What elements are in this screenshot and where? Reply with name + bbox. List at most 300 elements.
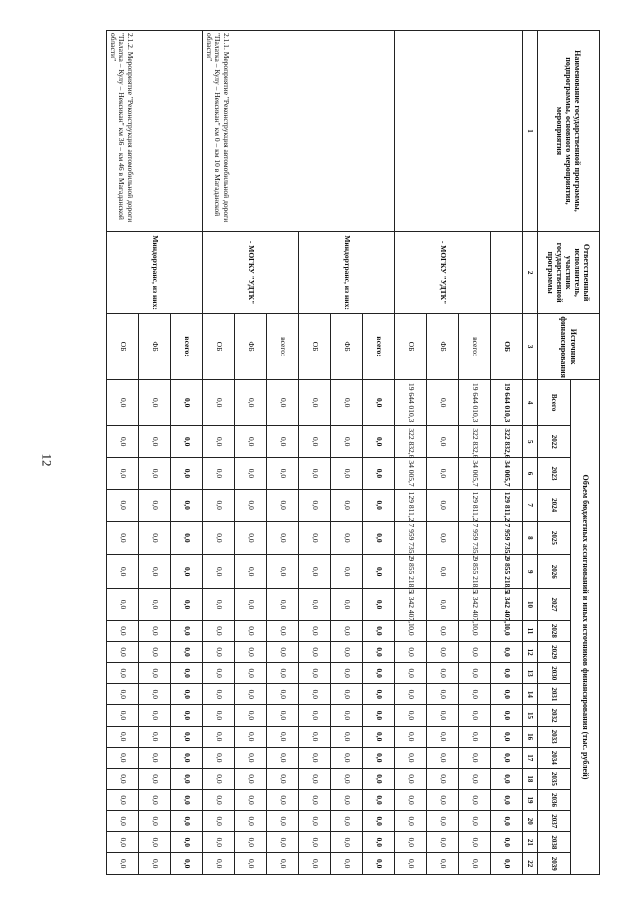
row-value: 0,0	[267, 521, 299, 555]
header-year: 2039	[538, 853, 571, 875]
row-source: ОБ	[395, 314, 427, 380]
column-number: 19	[523, 789, 538, 810]
row-value: 0,0	[203, 521, 235, 555]
row-value: 0,0	[363, 663, 395, 684]
row-value: 322 832,6	[491, 426, 523, 458]
row-value: 0,0	[459, 768, 491, 789]
row-value: 0,0	[107, 521, 139, 555]
row-value: 0,0	[203, 726, 235, 747]
row-value: 0,0	[491, 705, 523, 726]
header-year: 2035	[538, 768, 571, 789]
row-value: 0,0	[267, 589, 299, 621]
header-year: 2022	[538, 426, 571, 458]
column-number: 1	[523, 31, 538, 232]
row-value: 0,0	[203, 789, 235, 810]
row-value: 0,0	[139, 684, 171, 705]
row-value: 0,0	[491, 811, 523, 832]
header-row	[571, 31, 600, 875]
row-value: 0,0	[139, 620, 171, 641]
row-value: 34 005,7	[395, 458, 427, 490]
row-value: 0,0	[331, 521, 363, 555]
row-value: 0,0	[491, 663, 523, 684]
header-total: Всего	[538, 379, 571, 426]
column-number: 4	[523, 379, 538, 426]
row-value: 129 811,2	[395, 489, 427, 521]
header-year: 2032	[538, 705, 571, 726]
row-value: 1 342 407,1	[459, 589, 491, 621]
row-source: всего:	[171, 314, 203, 380]
row-value: 0,0	[363, 789, 395, 810]
header-year: 2034	[538, 747, 571, 768]
row-value: 0,0	[267, 684, 299, 705]
row-value: 0,0	[171, 684, 203, 705]
row-value: 0,0	[203, 642, 235, 663]
column-number: 3	[523, 314, 538, 380]
column-number: 14	[523, 684, 538, 705]
row-value: 0,0	[427, 642, 459, 663]
row-value: 0,0	[299, 832, 331, 853]
row-value: 0,0	[299, 768, 331, 789]
row-value: 0,0	[267, 789, 299, 810]
row-value: 129 811,2	[459, 489, 491, 521]
row-value: 0,0	[171, 705, 203, 726]
table-row	[171, 31, 203, 875]
row-value: 322 832,6	[459, 426, 491, 458]
row-value: 0,0	[139, 705, 171, 726]
row-value: 0,0	[363, 684, 395, 705]
row-value: 0,0	[107, 489, 139, 521]
row-source: ФБ	[139, 314, 171, 380]
column-number: 8	[523, 521, 538, 555]
row-value: 0,0	[203, 811, 235, 832]
row-value: 0,0	[171, 768, 203, 789]
row-value: 0,0	[491, 726, 523, 747]
column-number: 18	[523, 768, 538, 789]
row-value: 0,0	[139, 726, 171, 747]
column-number: 2	[523, 231, 538, 313]
row-value: 0,0	[203, 747, 235, 768]
row-value: 19 644 010,3	[459, 379, 491, 426]
row-name: 2.1.2. Мероприятие "Реконструкция автомобильной дороги "Палатка – Кулу – Нексикан" км 36 – км 46 в Магаданской области"	[107, 31, 203, 232]
row-value: 0,0	[235, 642, 267, 663]
row-value: 0,0	[331, 620, 363, 641]
row-value: 0,0	[107, 642, 139, 663]
row-value: 0,0	[299, 521, 331, 555]
row-source: ФБ	[427, 314, 459, 380]
row-value: 0,0	[299, 811, 331, 832]
row-value: 0,0	[171, 747, 203, 768]
row-value: 0,0	[363, 555, 395, 589]
row-value: 0,0	[235, 832, 267, 853]
row-value: 0,0	[235, 726, 267, 747]
row-value: 0,0	[203, 684, 235, 705]
row-value: 0,0	[331, 589, 363, 621]
row-value: 0,0	[427, 789, 459, 810]
row-value: 19 644 010,3	[395, 379, 427, 426]
row-value: 0,0	[107, 853, 139, 875]
row-value: 0,0	[203, 458, 235, 490]
row-value: 0,0	[267, 426, 299, 458]
row-value: 0,0	[267, 663, 299, 684]
row-value: 0,0	[363, 589, 395, 621]
column-number: 7	[523, 489, 538, 521]
header-year: 2030	[538, 663, 571, 684]
row-value: 0,0	[107, 747, 139, 768]
row-source: ОБ	[491, 314, 523, 380]
row-value: 0,0	[203, 489, 235, 521]
column-number: 16	[523, 726, 538, 747]
row-value: 34 005,7	[459, 458, 491, 490]
row-value: 0,0	[459, 832, 491, 853]
row-value: 0,0	[331, 853, 363, 875]
row-value: 0,0	[363, 642, 395, 663]
row-value: 0,0	[203, 705, 235, 726]
row-value: 0,0	[267, 379, 299, 426]
row-value: 0,0	[107, 768, 139, 789]
row-value: 0,0	[427, 555, 459, 589]
row-value: 0,0	[235, 620, 267, 641]
row-value: 0,0	[491, 853, 523, 875]
row-value: 0,0	[267, 620, 299, 641]
row-value: 0,0	[459, 620, 491, 641]
row-value: 0,0	[459, 684, 491, 705]
row-value: 0,0	[235, 853, 267, 875]
header-responsible: Ответственный исполнитель, участник государственной программы	[538, 231, 600, 313]
row-source: всего:	[267, 314, 299, 380]
row-value: 0,0	[331, 705, 363, 726]
row-value: 0,0	[203, 768, 235, 789]
row-value: 0,0	[171, 458, 203, 490]
row-value: 0,0	[331, 832, 363, 853]
row-value: 0,0	[267, 811, 299, 832]
row-value: 0,0	[427, 589, 459, 621]
header-year: 2024	[538, 489, 571, 521]
row-value: 0,0	[299, 747, 331, 768]
page-number: 12	[39, 453, 55, 467]
row-value: 0,0	[395, 663, 427, 684]
row-value: 0,0	[107, 789, 139, 810]
row-value: 0,0	[363, 747, 395, 768]
row-value: 0,0	[459, 747, 491, 768]
header-name: Наименование государственной программы, подпрограммы, основного мероприятия, мероприятия	[538, 31, 600, 232]
row-value: 0,0	[171, 620, 203, 641]
row-value: 0,0	[363, 620, 395, 641]
row-value: 0,0	[107, 663, 139, 684]
row-value: 9 855 218,5	[491, 555, 523, 589]
row-value: 0,0	[235, 663, 267, 684]
row-value: 0,0	[427, 811, 459, 832]
row-value: 0,0	[363, 705, 395, 726]
row-value: 0,0	[491, 768, 523, 789]
column-number: 22	[523, 853, 538, 875]
row-value: 0,0	[363, 853, 395, 875]
row-value: 0,0	[427, 489, 459, 521]
column-number: 9	[523, 555, 538, 589]
row-value: 0,0	[427, 663, 459, 684]
row-value: 0,0	[235, 426, 267, 458]
row-value: 0,0	[363, 489, 395, 521]
row-source: всего:	[459, 314, 491, 380]
row-value: 0,0	[331, 726, 363, 747]
column-number: 6	[523, 458, 538, 490]
row-value: 0,0	[331, 789, 363, 810]
row-value: 0,0	[395, 684, 427, 705]
row-value: 0,0	[395, 768, 427, 789]
row-value: 0,0	[203, 426, 235, 458]
row-value: 0,0	[299, 589, 331, 621]
row-value: 0,0	[299, 555, 331, 589]
row-value: 0,0	[331, 458, 363, 490]
row-value: 0,0	[299, 663, 331, 684]
row-value: 0,0	[203, 832, 235, 853]
row-value: 0,0	[267, 642, 299, 663]
row-value: 0,0	[427, 853, 459, 875]
row-value: 0,0	[107, 832, 139, 853]
row-value: 0,0	[235, 705, 267, 726]
row-value: 0,0	[107, 726, 139, 747]
row-value: 0,0	[299, 726, 331, 747]
row-value: 0,0	[171, 521, 203, 555]
row-value: 0,0	[139, 747, 171, 768]
row-value: 0,0	[235, 379, 267, 426]
row-value: 0,0	[139, 789, 171, 810]
row-value: 0,0	[427, 521, 459, 555]
row-value: 0,0	[427, 726, 459, 747]
header-source: Источник финансирования	[538, 314, 600, 380]
row-value: 0,0	[299, 426, 331, 458]
row-value: 0,0	[299, 705, 331, 726]
header-year: 2033	[538, 726, 571, 747]
row-source: ОБ	[299, 314, 331, 380]
row-value: 0,0	[331, 426, 363, 458]
row-source: ФБ	[235, 314, 267, 380]
row-value: 0,0	[203, 589, 235, 621]
row-value: 0,0	[331, 642, 363, 663]
row-value: 0,0	[171, 663, 203, 684]
row-value: 0,0	[363, 458, 395, 490]
row-value: 0,0	[267, 458, 299, 490]
row-value: 0,0	[267, 853, 299, 875]
row-value: 0,0	[107, 811, 139, 832]
row-value: 0,0	[267, 747, 299, 768]
row-value: 9 855 218,5	[459, 555, 491, 589]
row-value: 0,0	[139, 663, 171, 684]
row-value: 0,0	[267, 726, 299, 747]
row-value: 9 855 218,5	[395, 555, 427, 589]
row-value: 0,0	[395, 811, 427, 832]
row-value: 0,0	[395, 642, 427, 663]
row-value: 0,0	[267, 489, 299, 521]
row-value: 0,0	[427, 832, 459, 853]
row-value: 0,0	[491, 642, 523, 663]
row-value: 0,0	[107, 705, 139, 726]
row-value: 0,0	[363, 768, 395, 789]
row-value: 129 811,2	[491, 489, 523, 521]
row-value: 0,0	[203, 379, 235, 426]
row-value: 0,0	[267, 832, 299, 853]
row-value: 0,0	[363, 726, 395, 747]
row-source: всего:	[363, 314, 395, 380]
row-value: 0,0	[107, 379, 139, 426]
row-value: 0,0	[427, 705, 459, 726]
row-value: 0,0	[139, 555, 171, 589]
row-value: 0,0	[171, 426, 203, 458]
row-value: 0,0	[459, 726, 491, 747]
row-value: 0,0	[203, 663, 235, 684]
header-year: 2038	[538, 832, 571, 853]
row-value: 0,0	[107, 684, 139, 705]
row-value: 0,0	[107, 458, 139, 490]
row-value: 0,0	[299, 620, 331, 641]
column-number: 17	[523, 747, 538, 768]
row-value: 0,0	[235, 768, 267, 789]
rotated-table-wrap	[70, 30, 600, 875]
row-value: 0,0	[171, 642, 203, 663]
row-value: 0,0	[299, 853, 331, 875]
row-value: 0,0	[491, 747, 523, 768]
row-value: 7 959 735,2	[395, 521, 427, 555]
row-value: 0,0	[139, 489, 171, 521]
row-value: 0,0	[331, 768, 363, 789]
row-value: 0,0	[331, 684, 363, 705]
row-responsible: - МОГКУ "УДТК"	[203, 231, 299, 313]
table-row	[491, 31, 523, 875]
row-responsible	[491, 231, 523, 313]
row-value: 0,0	[395, 747, 427, 768]
row-source: ФБ	[331, 314, 363, 380]
row-value: 0,0	[459, 789, 491, 810]
row-value: 0,0	[299, 684, 331, 705]
header-year: 2037	[538, 811, 571, 832]
table-row	[363, 31, 395, 875]
row-value: 0,0	[331, 747, 363, 768]
row-value: 7 959 735,2	[459, 521, 491, 555]
header-year: 2031	[538, 684, 571, 705]
row-value: 0,0	[331, 663, 363, 684]
row-value: 0,0	[139, 768, 171, 789]
row-value: 0,0	[363, 379, 395, 426]
row-value: 0,0	[235, 458, 267, 490]
row-value: 0,0	[139, 426, 171, 458]
row-value: 0,0	[299, 489, 331, 521]
column-number: 10	[523, 589, 538, 621]
row-value: 0,0	[363, 426, 395, 458]
row-value: 0,0	[491, 620, 523, 641]
row-value: 0,0	[459, 642, 491, 663]
row-value: 0,0	[427, 458, 459, 490]
row-value: 0,0	[427, 426, 459, 458]
row-value: 0,0	[171, 555, 203, 589]
row-responsible: Миндортранс, из них:	[299, 231, 395, 313]
row-value: 0,0	[427, 768, 459, 789]
row-value: 0,0	[139, 832, 171, 853]
header-funding: Объем бюджетных ассигнований и иных источников финансирования (тыс. рублей)	[571, 379, 600, 874]
header-year: 2036	[538, 789, 571, 810]
row-value: 0,0	[363, 832, 395, 853]
row-value: 0,0	[203, 555, 235, 589]
row-value: 0,0	[491, 684, 523, 705]
row-value: 0,0	[395, 705, 427, 726]
row-value: 0,0	[427, 620, 459, 641]
row-value: 7 959 735,2	[491, 521, 523, 555]
row-value: 0,0	[331, 555, 363, 589]
row-responsible: - МОГКУ "УДТК"	[395, 231, 491, 313]
row-value: 0,0	[299, 642, 331, 663]
row-value: 0,0	[235, 555, 267, 589]
row-value: 0,0	[203, 620, 235, 641]
row-value: 0,0	[107, 620, 139, 641]
row-value: 0,0	[203, 853, 235, 875]
funding-table	[106, 30, 600, 875]
row-value: 0,0	[139, 642, 171, 663]
column-number: 11	[523, 620, 538, 641]
row-value: 0,0	[363, 521, 395, 555]
row-value: 0,0	[171, 379, 203, 426]
row-value: 0,0	[107, 589, 139, 621]
column-number: 20	[523, 811, 538, 832]
row-value: 0,0	[395, 789, 427, 810]
column-number: 12	[523, 642, 538, 663]
row-value: 0,0	[171, 589, 203, 621]
column-numbers-row	[523, 31, 538, 875]
row-value: 0,0	[395, 853, 427, 875]
row-value: 0,0	[235, 811, 267, 832]
row-value: 34 005,7	[491, 458, 523, 490]
row-value: 0,0	[331, 379, 363, 426]
row-value: 0,0	[491, 789, 523, 810]
row-value: 0,0	[139, 521, 171, 555]
row-source: ОБ	[107, 314, 139, 380]
row-value: 0,0	[235, 489, 267, 521]
row-value: 0,0	[427, 747, 459, 768]
row-value: 322 832,6	[395, 426, 427, 458]
row-value: 0,0	[235, 747, 267, 768]
row-value: 0,0	[235, 684, 267, 705]
column-number: 13	[523, 663, 538, 684]
header-year: 2025	[538, 521, 571, 555]
row-value: 0,0	[235, 589, 267, 621]
column-number: 21	[523, 832, 538, 853]
row-value: 0,0	[395, 832, 427, 853]
row-value: 0,0	[267, 768, 299, 789]
row-value: 0,0	[299, 458, 331, 490]
header-year: 2023	[538, 458, 571, 490]
row-value: 0,0	[459, 853, 491, 875]
row-value: 0,0	[427, 379, 459, 426]
row-value: 0,0	[171, 489, 203, 521]
row-value: 0,0	[171, 789, 203, 810]
row-value: 0,0	[299, 789, 331, 810]
column-number: 15	[523, 705, 538, 726]
row-value: 0,0	[171, 811, 203, 832]
row-value: 0,0	[139, 853, 171, 875]
row-value: 0,0	[331, 489, 363, 521]
row-name	[395, 31, 523, 232]
row-value: 0,0	[171, 832, 203, 853]
row-value: 0,0	[299, 379, 331, 426]
row-value: 0,0	[267, 705, 299, 726]
row-value: 0,0	[139, 589, 171, 621]
row-source: ОБ	[203, 314, 235, 380]
row-value: 19 644 010,3	[491, 379, 523, 426]
row-value: 1 342 407,1	[395, 589, 427, 621]
row-value: 0,0	[139, 458, 171, 490]
row-value: 0,0	[427, 684, 459, 705]
row-value: 0,0	[267, 555, 299, 589]
row-value: 0,0	[363, 811, 395, 832]
row-responsible: Миндортранс, из них:	[107, 231, 203, 313]
row-value: 1 342 407,1	[491, 589, 523, 621]
